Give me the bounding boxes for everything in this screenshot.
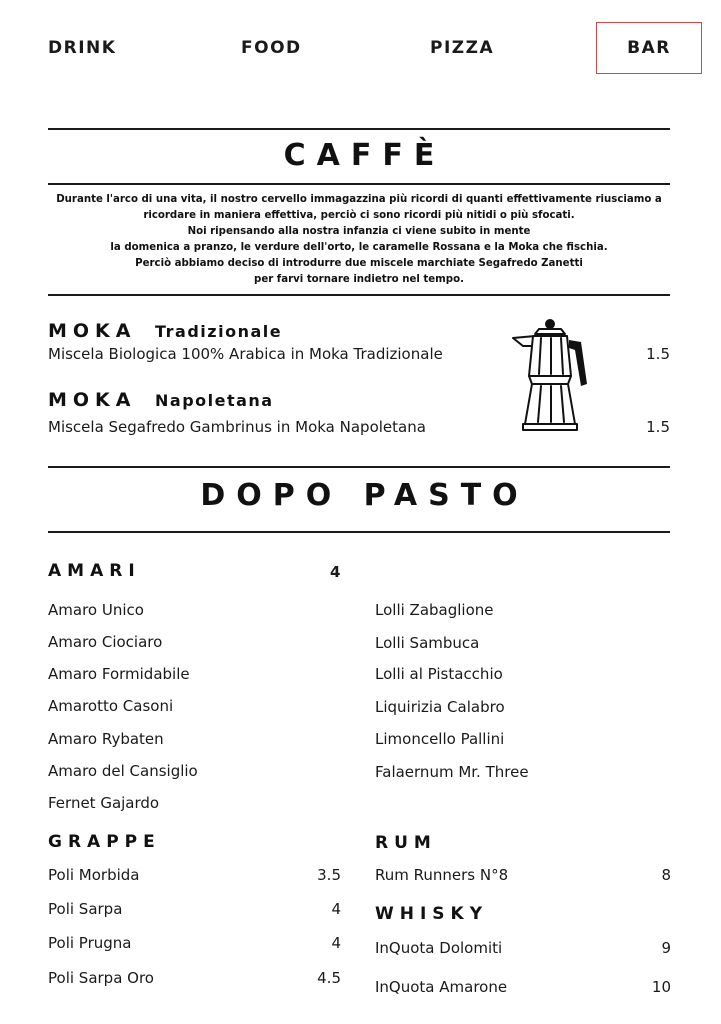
caffe-intro [48,192,670,288]
item-price: 3.5 [317,866,341,884]
nav-pizza[interactable]: PIZZA [430,38,495,58]
intro-line: Durante l'arco di una vita, il nostro cervello immagazzina più ricordi di quanti effettivamente riusciamo a [56,194,662,205]
rum-heading: RUM [375,833,437,853]
list-item: Amaro Rybaten [48,730,164,748]
amari-price: 4 [330,563,341,581]
moka-type: Tradizionale [155,322,283,341]
whisky-heading: WHISKY [375,904,489,924]
list-item: Amaro Formidabile [48,665,190,683]
moka-description: Miscela Biologica 100% Arabica in Moka Tradizionale [48,345,443,363]
list-item: Poli Sarpa [48,900,123,918]
intro-line: Noi ripensando alla nostra infanzia ci viene subito in mente [187,226,531,237]
list-item: Lolli Zabaglione [375,601,494,619]
item-price: 4 [331,900,341,918]
list-item: Poli Prugna [48,934,132,952]
list-item: Rum Runners N°8 [375,866,509,884]
intro-line: la domenica a pranzo, le verdure dell'orto, le caramelle Rossana e la Moka che fischia. [110,242,608,253]
caffe-title: CAFFÈ [283,138,446,173]
moka-pot-icon [505,316,595,440]
moka-type: Napoletana [155,391,274,410]
grappe-heading: GRAPPE [48,832,161,852]
amari-heading: AMARI [48,561,141,581]
list-item: Lolli Sambuca [375,634,480,652]
moka-price: 1.5 [646,418,670,436]
list-item: Liquirizia Calabro [375,698,505,716]
list-item: Amaro del Cansiglio [48,762,198,780]
nav-food[interactable]: FOOD [241,38,302,58]
intro-line: per farvi tornare indietro nel tempo. [254,274,464,285]
nav-drink[interactable]: DRINK [48,38,117,58]
intro-line: Perciò abbiamo deciso di introdurre due miscele marchiate Segafredo Zanetti [135,258,583,269]
intro-line: ricordare in maniera effettiva, perciò ci sono ricordi più nitidi o più sfocati. [143,210,575,221]
divider [48,466,670,468]
item-price: 4.5 [317,969,341,987]
list-item: Amarotto Casoni [48,697,174,715]
list-item: InQuota Amarone [375,978,508,996]
list-item: Lolli al Pistacchio [375,665,503,683]
list-item: Limoncello Pallini [375,730,505,748]
item-price: 9 [661,939,671,957]
moka-price: 1.5 [646,345,670,363]
nav-bar[interactable]: BAR [596,22,702,74]
divider [48,294,670,296]
divider [48,531,670,533]
list-item: Fernet Gajardo [48,794,160,812]
divider [48,128,670,130]
item-price: 8 [661,866,671,884]
item-price: 4 [331,934,341,952]
list-item: Amaro Unico [48,601,144,619]
dopo-pasto-title: DOPO PASTO [200,478,529,513]
list-item: Amaro Ciociaro [48,633,163,651]
list-item: Poli Sarpa Oro [48,969,154,987]
divider [48,183,670,185]
moka-label: MOKA [48,320,137,342]
item-price: 10 [651,978,671,996]
list-item: InQuota Dolomiti [375,939,503,957]
moka-description: Miscela Segafredo Gambrinus in Moka Napoletana [48,418,426,436]
list-item: Poli Morbida [48,866,140,884]
list-item: Falaernum Mr. Three [375,763,529,781]
moka-label: MOKA [48,389,137,411]
